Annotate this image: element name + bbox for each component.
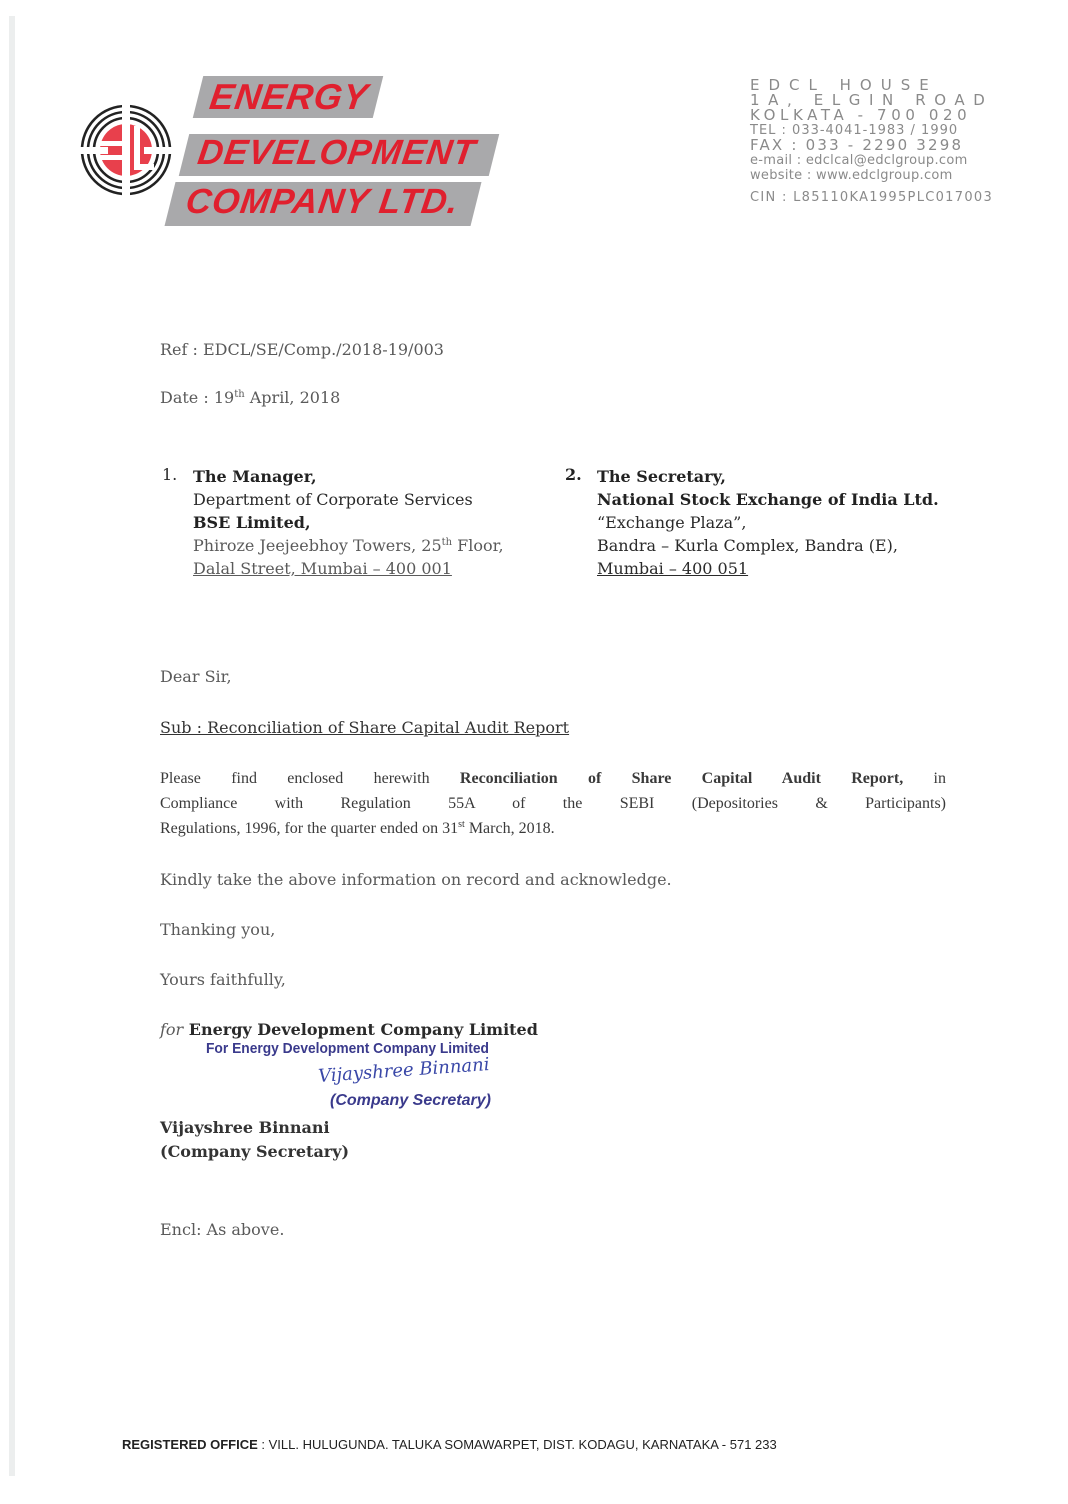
edcl-emblem-icon <box>78 102 174 198</box>
recipient-1-dept: Department of Corporate Services <box>193 490 473 509</box>
contact-website: website : www.edclgroup.com <box>750 168 953 183</box>
company-stamp-bottom: (Company Secretary) <box>330 1092 491 1109</box>
date-sup: th <box>234 389 245 400</box>
body-line-2: Compliance with Regulation 55A of the SEBI (Depositories & Participants) <box>160 795 946 812</box>
signatory-title: (Company Secretary) <box>160 1142 350 1161</box>
registered-office-footer <box>122 1437 777 1452</box>
for-company-line: for Energy Development Company Limited <box>160 1020 538 1039</box>
letter-date <box>160 386 340 410</box>
signatory-name: Vijayshree Binnani <box>160 1118 330 1137</box>
contact-road: 1A, ELGIN ROAD <box>750 91 994 109</box>
contact-email: e-mail : edclcal@edclgroup.com <box>750 153 968 168</box>
reference-number: Ref : EDCL/SE/Comp./2018-19/003 <box>160 340 444 359</box>
contact-fax: FAX : 033 - 2290 3298 <box>750 136 964 154</box>
date-suffix: April, 2018 <box>244 388 341 407</box>
recipient-1-number: 1. <box>162 465 178 484</box>
recipient-1-address-line1: Phiroze Jeejeebhoy Towers, 25th Floor, <box>193 536 504 555</box>
body-paragraph <box>160 766 946 841</box>
scan-edge <box>9 16 15 1476</box>
recipient-2-org: National Stock Exchange of India Ltd. <box>597 490 939 509</box>
contact-city: KOLKATA - 700 020 <box>750 106 972 124</box>
thanks-line: Thanking you, <box>160 920 276 939</box>
contact-tel: TEL : 033-4041-1983 / 1990 <box>750 123 959 138</box>
letterhead-contact <box>750 78 1028 205</box>
body-line-3: Regulations, 1996, for the quarter ended on 31st March, 2018. <box>160 819 555 837</box>
recipient-2 <box>597 465 939 580</box>
recipient-2-address-line3: Mumbai – 400 051 <box>597 559 749 578</box>
salutation: Dear Sir, <box>160 667 232 686</box>
date-prefix: Date : 19 <box>160 388 235 407</box>
subject-line: Sub : Reconciliation of Share Capital Audit Report <box>160 718 570 737</box>
contact-house: EDCL HOUSE <box>750 76 938 94</box>
request-line: Kindly take the above information on record and acknowledge. <box>160 870 672 889</box>
recipient-2-title: The Secretary, <box>597 467 726 486</box>
logo-line-company: COMPANY LTD. <box>183 182 462 221</box>
recipient-2-number: 2. <box>565 465 582 484</box>
recipient-1-address-line2: Dalal Street, Mumbai – 400 001 <box>193 559 452 578</box>
recipient-2-address-line1: “Exchange Plaza”, <box>597 513 747 532</box>
recipient-1 <box>193 465 504 580</box>
closing-line: Yours faithfully, <box>160 970 286 989</box>
logo-line-energy: ENERGY <box>207 76 371 117</box>
footer-address: : VILL. HULUGUNDA. TALUKA SOMAWARPET, DIST. KODAGU, KARNATAKA - 571 233 <box>257 1437 777 1452</box>
logo-line-development: DEVELOPMENT <box>195 133 479 172</box>
body-line-1: Please find enclosed herewith Reconciliation of Share Capital Audit Report, in <box>160 770 947 787</box>
footer-label: REGISTERED OFFICE <box>122 1437 258 1452</box>
handwritten-signature: Vijayshree Binnani <box>317 1054 491 1087</box>
recipient-1-org: BSE Limited, <box>193 513 311 532</box>
recipient-1-title: The Manager, <box>193 467 317 486</box>
contact-cin: CIN : L85110KA1995PLC017003 <box>750 190 994 205</box>
recipient-2-address-line2: Bandra – Kurla Complex, Bandra (E), <box>597 536 898 555</box>
enclosure-note: Encl: As above. <box>160 1220 285 1239</box>
company-stamp-top: For Energy Development Company Limited <box>206 1040 489 1057</box>
